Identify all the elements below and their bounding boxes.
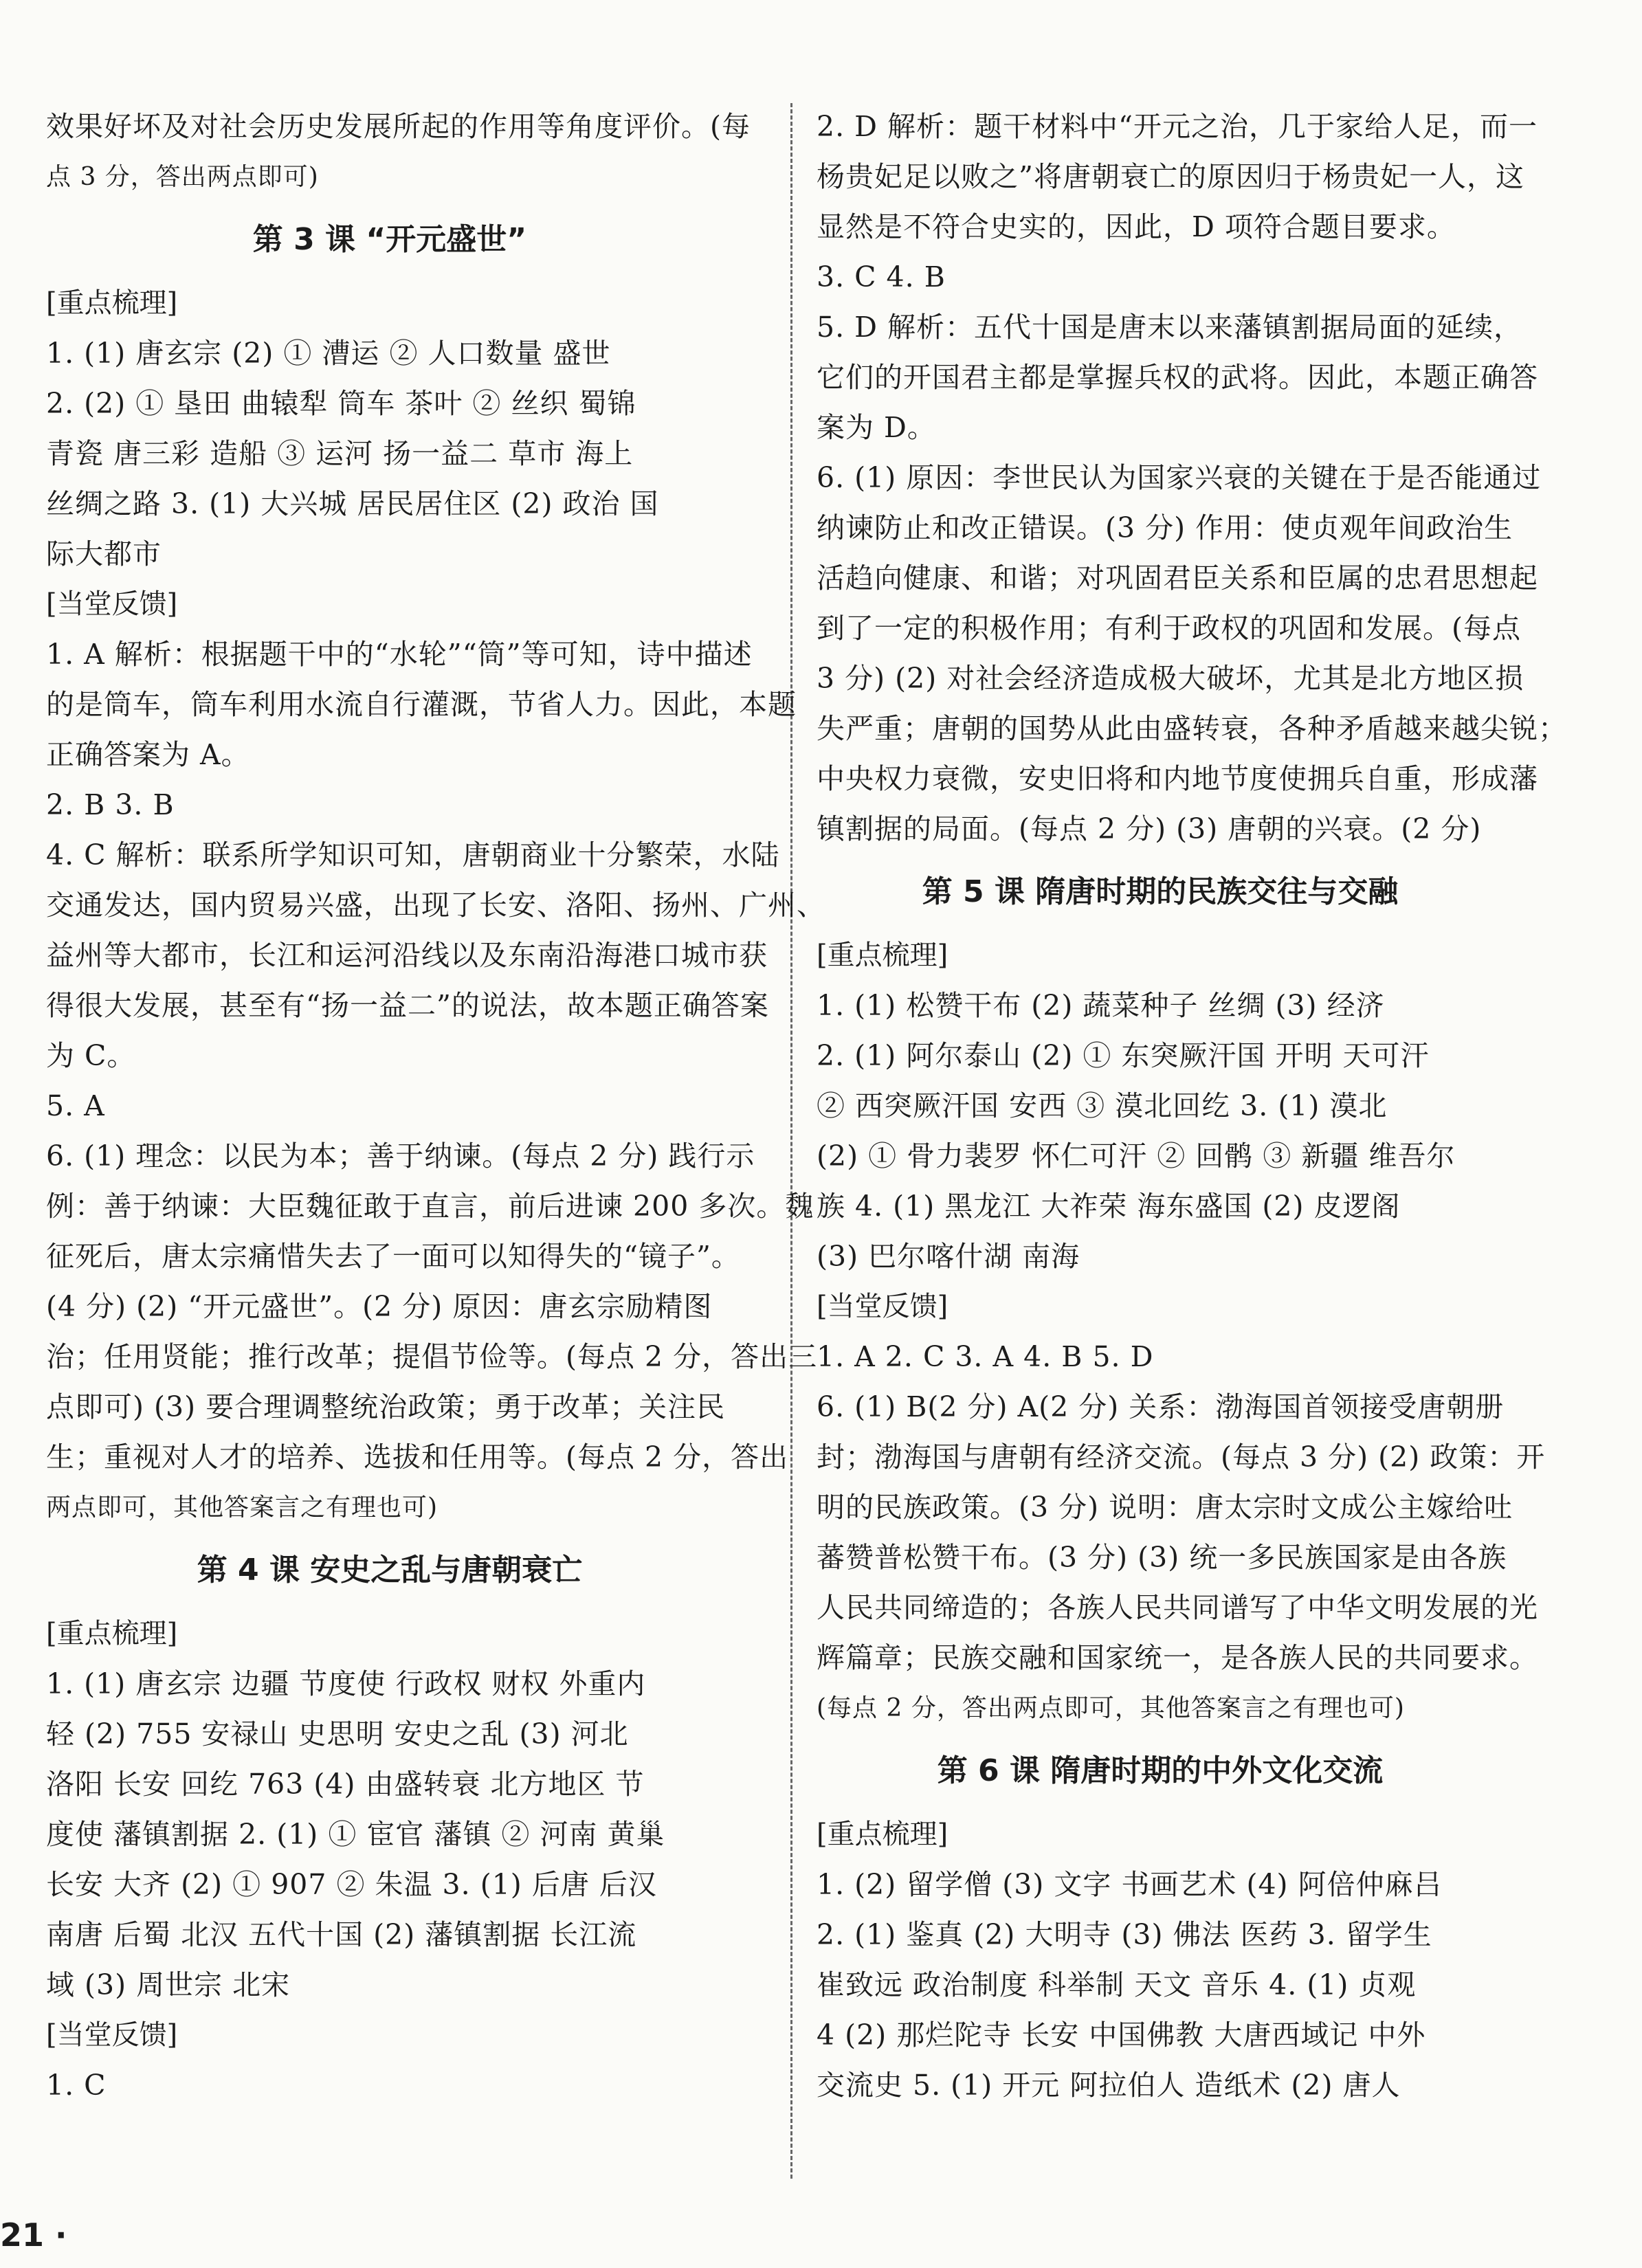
- lesson-6-title: 第 6 课 隋唐时期的中外文化交流: [937, 1753, 1384, 1788]
- column-divider: [790, 103, 792, 2179]
- text-line: 1. C: [46, 2069, 107, 2102]
- text-line: 两点即可，其他答案言之有理也可): [46, 1493, 439, 1522]
- text-line: 例：善于纳谏：大臣魏征敢于直言，前后进谏 200 多次。魏: [46, 1190, 814, 1223]
- text-line: 域 (3) 周世宗 北宋: [46, 1968, 291, 2001]
- text-line: 长安 大齐 (2) ① 907 ② 朱温 3. (1) 后唐 后汉: [46, 1868, 657, 1901]
- section-heading: [重点梳理]: [817, 940, 948, 971]
- text-line: 3 分) (2) 对社会经济造成极大破坏，尤其是北方地区损: [817, 662, 1524, 695]
- text-line: (2) ① 骨力裴罗 怀仁可汗 ② 回鹘 ③ 新疆 维吾尔: [817, 1139, 1456, 1172]
- text-line: 正确答案为 A。: [46, 738, 250, 771]
- right-column: [817, 102, 1567, 2111]
- text-line: 人民共同缔造的；各族人民共同谱写了中华文明发展的光: [817, 1591, 1538, 1624]
- text-line: 治；任用贤能；推行改革；提倡节俭等。(每点 2 分，答出三: [46, 1340, 818, 1373]
- text-line: 1. (2) 留学僧 (3) 文字 书画艺术 (4) 阿倍仲麻吕: [817, 1868, 1443, 1901]
- text-line: 1. (1) 松赞干布 (2) 蔬菜种子 丝绸 (3) 经济: [817, 989, 1385, 1022]
- text-line: 中央权力衰微，安史旧将和内地节度使拥兵自重，形成藩: [817, 762, 1538, 795]
- text-line: 南唐 后蜀 北汉 五代十国 (2) 藩镇割据 长江流: [46, 1918, 637, 1951]
- lesson-3-title: 第 3 课 “开元盛世”: [252, 222, 527, 257]
- text-line: 6. (1) 理念：以民为本；善于纳谏。(每点 2 分) 践行示: [46, 1139, 755, 1172]
- section-heading: [重点梳理]: [46, 1618, 178, 1649]
- text-line: 辉篇章；民族交融和国家统一，是各族人民的共同要求。: [817, 1641, 1538, 1674]
- text-line: 封；渤海国与唐朝有经济交流。(每点 3 分) (2) 政策：开: [817, 1441, 1546, 1474]
- text-line: 4 (2) 那烂陀寺 长安 中国佛教 大唐西域记 中外: [817, 2019, 1426, 2052]
- text-line: 2. (2) ① 垦田 曲辕犁 筒车 茶叶 ② 丝织 蜀锦: [46, 387, 636, 420]
- text-line: 杨贵妃足以败之”将唐朝衰亡的原因归于杨贵妃一人，这: [817, 160, 1524, 193]
- lesson-4-title: 第 4 课 安史之乱与唐朝衰亡: [197, 1553, 583, 1588]
- text-line: 2. (1) 鉴真 (2) 大明寺 (3) 佛法 医药 3. 留学生: [817, 1918, 1432, 1951]
- section-heading: [重点梳理]: [817, 1819, 948, 1850]
- text-line: 1. A 解析：根据题干中的“水轮”“筒”等可知，诗中描述: [46, 638, 753, 671]
- text-line: 丝绸之路 3. (1) 大兴城 居民居住区 (2) 政治 国: [46, 487, 659, 520]
- text-line: (每点 2 分，答出两点即可，其他答案言之有理也可): [817, 1694, 1405, 1722]
- text-line: 得很大发展，甚至有“扬一益二”的说法，故本题正确答案: [46, 989, 769, 1022]
- text-line: 1. (1) 唐玄宗 边疆 节度使 行政权 财权 外重内: [46, 1667, 646, 1700]
- text-line: 益州等大都市，长江和运河沿线以及东南沿海港口城市获: [46, 939, 768, 972]
- text-line: 崔致远 政治制度 科举制 天文 音乐 4. (1) 贞观: [817, 1968, 1417, 2001]
- text-line: 1. A 2. C 3. A 4. B 5. D: [817, 1340, 1154, 1373]
- text-line: 纳谏防止和改正错误。(3 分) 作用：使贞观年间政治生: [817, 511, 1513, 544]
- text-line: 征死后，唐太宗痛惜失去了一面可以知得失的“镜子”。: [46, 1240, 740, 1273]
- text-line: 6. (1) B(2 分) A(2 分) 关系：渤海国首领接受唐朝册: [817, 1390, 1505, 1423]
- text-line: 镇割据的局面。(每点 2 分) (3) 唐朝的兴衰。(2 分): [817, 812, 1482, 845]
- text-line: 2. B 3. B: [46, 788, 175, 821]
- text-line: 蕃赞普松赞干布。(3 分) (3) 统一多民族国家是由各族: [817, 1541, 1507, 1574]
- text-line: 青瓷 唐三彩 造船 ③ 运河 扬一益二 草市 海上: [46, 437, 634, 470]
- text-line: 显然是不符合史实的，因此，D 项符合题目要求。: [817, 210, 1456, 243]
- section-heading: [当堂反馈]: [46, 2019, 178, 2051]
- text-line: ② 西突厥汗国 安西 ③ 漠北回纥 3. (1) 漠北: [817, 1089, 1388, 1122]
- text-line: 3. C 4. B: [817, 260, 946, 293]
- text-line: 轻 (2) 755 安禄山 史思明 安史之乱 (3) 河北: [46, 1717, 629, 1750]
- text-line: (4 分) (2) “开元盛世”。(2 分) 原因：唐玄宗励精图: [46, 1290, 713, 1323]
- section-heading: [重点梳理]: [46, 287, 178, 319]
- text-line: 的是筒车，筒车利用水流自行灌溉，节省人力。因此，本题: [46, 688, 797, 721]
- text-line: 失严重；唐朝的国势从此由盛转衰，各种矛盾越来越尖锐；: [817, 712, 1567, 745]
- text-line: 族 4. (1) 黑龙江 大祚荣 海东盛国 (2) 皮逻阁: [817, 1190, 1401, 1223]
- text-line: 为 C。: [46, 1039, 136, 1072]
- text-line: 点 3 分，答出两点即可): [46, 163, 319, 191]
- text-line: 6. (1) 原因：李世民认为国家兴衰的关键在于是否能通过: [817, 461, 1542, 494]
- text-line: 到了一定的积极作用；有利于政权的巩固和发展。(每点: [817, 612, 1521, 645]
- text-line: 点即可) (3) 要合理调整统治政策；勇于改革；关注民: [46, 1390, 726, 1423]
- text-line: 2. (1) 阿尔泰山 (2) ① 东突厥汗国 开明 天可汗: [817, 1039, 1430, 1072]
- text-line: 生；重视对人才的培养、选拔和任用等。(每点 2 分，答出: [46, 1441, 789, 1474]
- text-line: 它们的开国君主都是掌握兵权的武将。因此，本题正确答: [817, 361, 1538, 394]
- text-line: 际大都市: [46, 537, 162, 570]
- page-number: 21 ·: [0, 2216, 67, 2254]
- text-line: 5. A: [46, 1089, 105, 1122]
- left-column: [46, 102, 825, 2111]
- text-line: 效果好坏及对社会历史发展所起的作用等角度评价。(每: [46, 110, 751, 143]
- text-line: 交流史 5. (1) 开元 阿拉伯人 造纸术 (2) 唐人: [817, 2069, 1401, 2102]
- text-line: 活趋向健康、和谐；对巩固君臣关系和臣属的忠君思想起: [817, 562, 1538, 594]
- text-line: 明的民族政策。(3 分) 说明：唐太宗时文成公主嫁给吐: [817, 1491, 1513, 1524]
- text-line: (3) 巴尔喀什湖 南海: [817, 1240, 1080, 1273]
- text-line: 交通发达，国内贸易兴盛，出现了长安、洛阳、扬州、广州、: [46, 889, 825, 922]
- section-heading: [当堂反馈]: [46, 588, 178, 620]
- text-line: 2. D 解析：题干材料中“开元之治，几于家给人足，而一: [817, 110, 1538, 143]
- lesson-5-title: 第 5 课 隋唐时期的民族交往与交融: [922, 874, 1399, 909]
- text-line: 度使 藩镇割据 2. (1) ① 宦官 藩镇 ② 河南 黄巢: [46, 1818, 665, 1851]
- text-line: 案为 D。: [817, 411, 936, 444]
- text-line: 1. (1) 唐玄宗 (2) ① 漕运 ② 人口数量 盛世: [46, 337, 611, 370]
- section-heading: [当堂反馈]: [817, 1291, 948, 1322]
- text-line: 洛阳 长安 回纥 763 (4) 由盛转衰 北方地区 节: [46, 1768, 645, 1801]
- text-line: 5. D 解析：五代十国是唐末以来藩镇割据局面的延续，: [817, 311, 1523, 344]
- text-line: 4. C 解析：联系所学知识可知，唐朝商业十分繁荣，水陆: [46, 838, 780, 871]
